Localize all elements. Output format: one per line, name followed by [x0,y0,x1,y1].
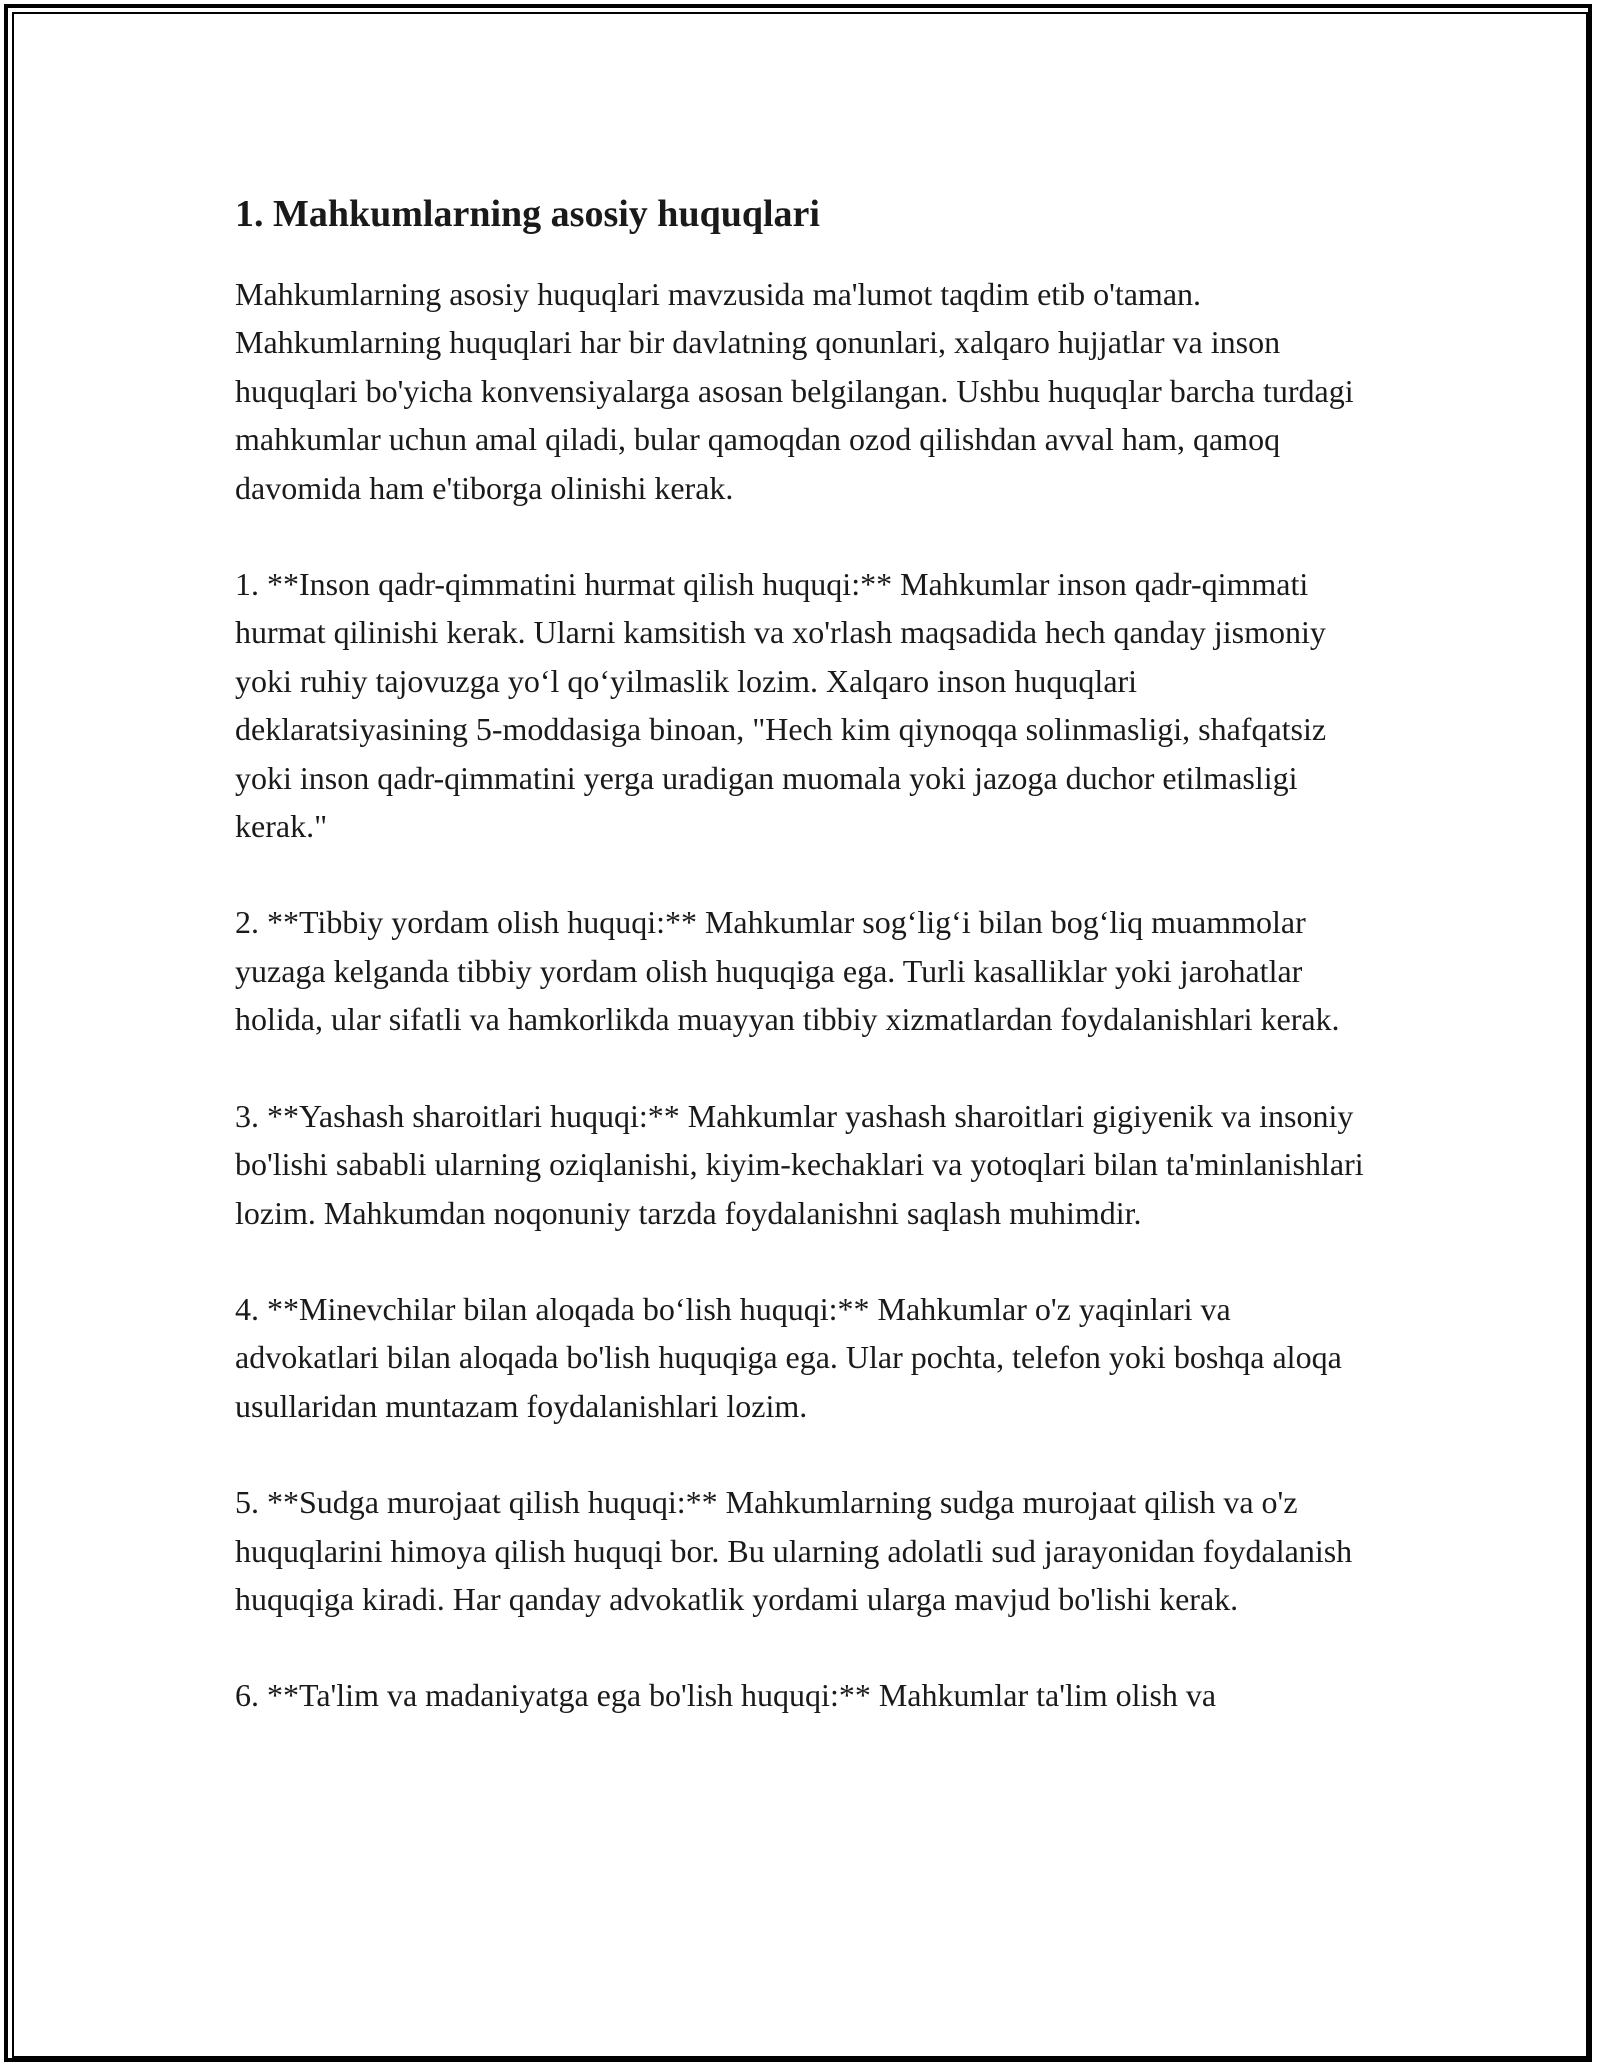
document-body [235,186,1370,1768]
right-item-2: 2. **Tibbiy yordam olish huquqi:** Mahkumlar sog‘lig‘i bilan bog‘liq muammolar yuzaga kelganda tibbiy yordam olish huquqiga ega. Turli kasalliklar yoki jarohatlar holida, ular sifatli va hamkorlikda muayyan tibbiy xizmatlardan foydalanishlari kerak. [235,904,1340,1038]
right-item-6: 6. **Ta'lim va madaniyatga ega bo'lish huquqi:** Mahkumlar ta'lim olish va [235,1677,1217,1714]
right-item-1: 1. **Inson qadr-qimmatini hurmat qilish huquqi:** Mahkumlar inson qadr-qimmati hurmat qilinishi kerak. Ularni kamsitish va xo'rlash maqsadida hech qanday jismoniy yoki ruhiy tajovuzga yo‘l qo‘yilmaslik lozim. Xalqaro inson huquqlari deklaratsiyasining 5-moddasiga binoan, "Hech kim qiynoqqa solinmasligi, shafqatsiz yoki inson qadr-qimmatini yerga uradigan muomala yoki jazoga duchor etilmasligi kerak." [235,566,1327,845]
right-item-4: 4. **Minevchilar bilan aloqada bo‘lish huquqi:** Mahkumlar o'z yaqinlari va advokatlari bilan aloqada bo'lish huquqiga ega. Ular pochta, telefon yoki boshqa aloqa usullaridan muntazam foydalanishlari lozim. [235,1290,1342,1424]
right-item-5: 5. **Sudga murojaat qilish huquqi:** Mahkumlarning sudga murojaat qilish va o'z huquqlarini himoya qilish huquqi bor. Bu ularning adolatli sud jarayonidan foydalanish huquqiga kiradi. Har qanday advokatlik yordami ularga mavjud bo'lishi kerak. [235,1484,1353,1617]
intro-paragraph: Mahkumlarning asosiy huquqlari mavzusida ma'lumot taqdim etib o'taman. Mahkumlarning huquqlari har bir davlatning qonunlari, xalqaro hujjatlar va inson huquqlari bo'yicha konvensiyalarga asosan belgilangan. Ushbu huquqlar barcha turdagi mahkumlar uchun amal qiladi, bular qamoqdan ozod qilishdan avval ham, qamoq davomida ham e'tiborga olinishi kerak. [235,276,1354,506]
section-heading: 1. Mahkumlarning asosiy huquqlari [235,193,820,235]
right-item-3: 3. **Yashash sharoitlari huquqi:** Mahkumlar yashash sharoitlari gigiyenik va insoniy bo'lishi sababli ularning oziqlanishi, kiyim-kechaklari va yotoqlari bilan ta'minlanishlari lozim. Mahkumdan noqonuniy tarzda foydalanishni saqlash muhimdir. [235,1097,1364,1231]
